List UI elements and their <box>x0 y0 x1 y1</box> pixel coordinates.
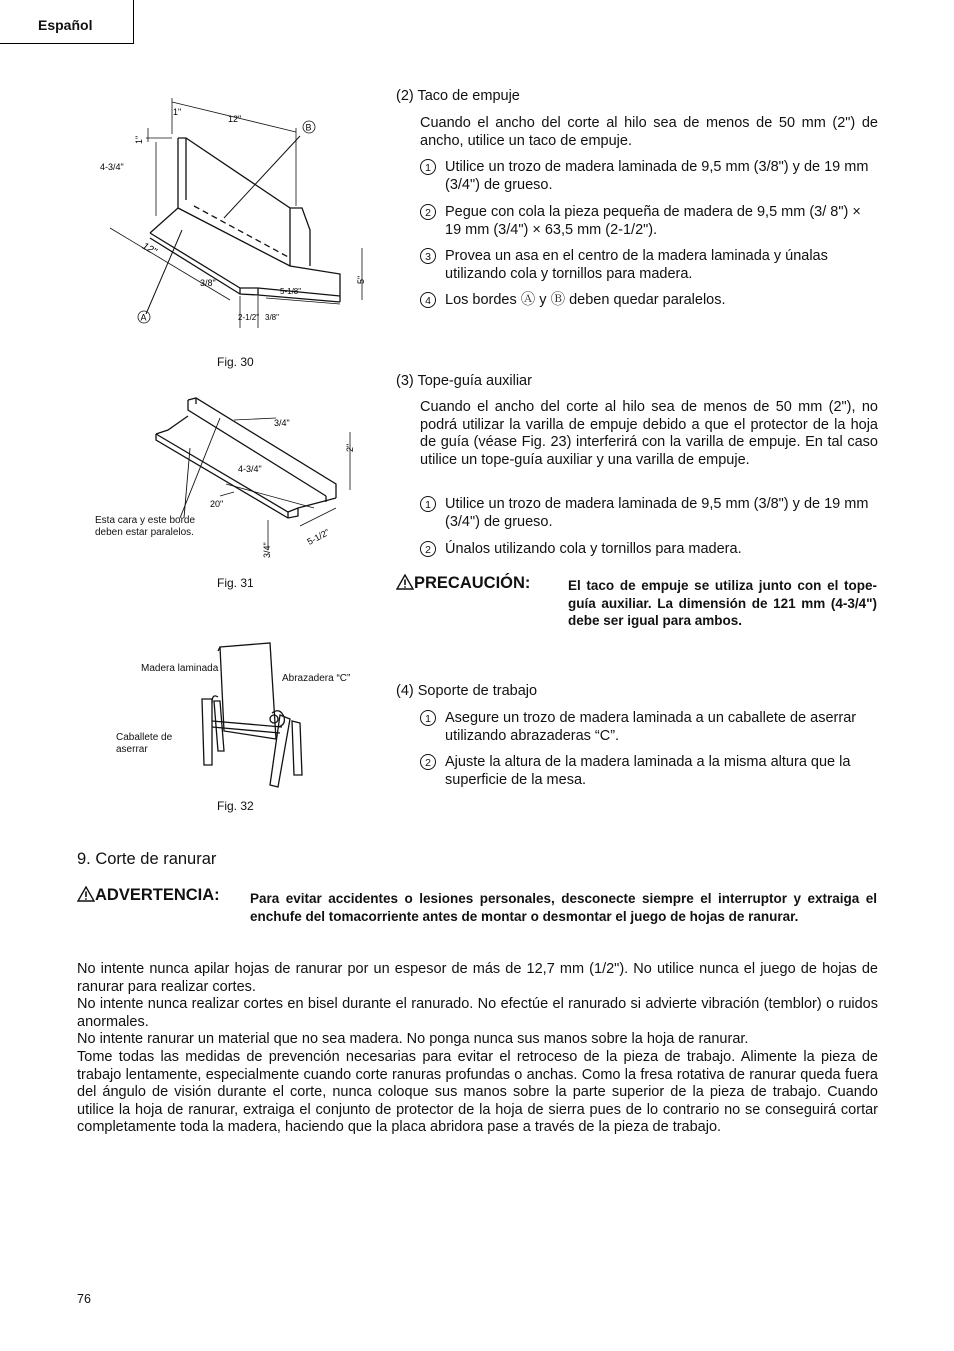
dado-paragraph: No intente ranurar un material que no sea madera. No ponga nunca sus manos sobre la hoja de ranurar. <box>77 1031 749 1048</box>
fig30-dim-12: 12" <box>140 240 159 258</box>
fig31-caption: Fig. 31 <box>217 576 254 590</box>
fig30-push-block-drawing <box>90 88 380 338</box>
aux-fence-step-1: 1 Utilice un trozo de madera laminada de 9,5 mm (3/8") y de 19 mm (3/4") de grueso. <box>420 496 878 531</box>
fig30-dim-5-1-8: 5-1/8" <box>280 287 302 296</box>
step-number: 1 <box>420 710 436 726</box>
dado-paragraph: No intente nunca realizar cortes en bisel durante el ranurado. No efectúe el ranurado si advierte vibración (temblor) o ruidos anormales. <box>77 996 878 1030</box>
step-number: 2 <box>420 754 436 770</box>
dado-paragraph: No intente nunca apilar hojas de ranurar por un espesor de más de 12,7 mm (1/2"). No utilice nunca el juego de hojas de ranurar para realizar cortes. <box>77 961 878 995</box>
dado-paragraph: Tome todas las medidas de prevención necesarias para evitar el retroceso de la pieza de trabajo. Alimente la pieza de trabajo lentamente, especialmente cuando corte ranuras profundas o anchas. Como la fresa rotativa de ranurar queda fuera del ángulo de visión durante el corte, nunca coloque sus manos sobre la parte superior de la pieza de trabajo. Cuando utilice la hoja de ranurar, extraiga el conjunto de protector de la hoja de sierra pues de lo contrario no se conseguirá cortar completamente toda la madera, haciendo que la placa abridora pase a través de la pieza de trabajo. <box>77 1048 878 1136</box>
step-number: 4 <box>420 292 436 308</box>
step-number: 1 <box>420 496 436 512</box>
warning-triangle-icon <box>396 574 414 590</box>
work-support-step-1: 1 Asegure un trozo de madera laminada a un caballete de aserrar utilizando abrazaderas “C”. <box>420 710 878 745</box>
step-number: 2 <box>420 204 436 220</box>
push-block-step-2: 2 Pegue con cola la pieza pequeña de madera de 9,5 mm (3/ 8") × 19 mm (3/4") × 63,5 mm (2-1/2"). <box>420 204 878 239</box>
fig30-edge-a-label: A <box>140 312 147 323</box>
fig30-dim-side-1: 1" <box>134 135 144 144</box>
warning-text: Para evitar accidentes o lesiones personales, desconecte siempre el interruptor y extraiga el enchufe del tomacorriente antes de montar o desmontar el juego de hojas de ranurar. <box>250 891 877 924</box>
step-number: 2 <box>420 541 436 557</box>
fig30-dim-2-1-2: 2-1/2" <box>238 313 260 322</box>
fig30-dim-3-8-a: 3/8" <box>200 278 216 288</box>
fig31-dim-3-4-top: 3/4" <box>274 418 290 428</box>
fig32-caption: Fig. 32 <box>217 799 254 813</box>
work-support-heading: (4) Soporte de trabajo <box>396 683 538 699</box>
dado-heading: 9. Corte de ranurar <box>77 850 217 868</box>
caution-block <box>396 574 530 593</box>
page-number: 76 <box>77 1292 91 1306</box>
warning-heading: ADVERTENCIA: <box>77 886 220 904</box>
fig30-edge-b-label: B <box>305 122 312 133</box>
caution-heading: PRECAUCIÓN: <box>396 574 530 592</box>
fig31-dim-4-3-4: 4-3/4" <box>238 464 262 474</box>
step-number: 1 <box>420 159 436 175</box>
warning-block <box>77 886 220 905</box>
dado-paragraphs <box>77 961 878 1137</box>
language-tab <box>0 0 134 44</box>
fig31-dim-3-4-side: 3/4" <box>262 542 272 558</box>
fig31-dim-20: 20" <box>210 499 224 509</box>
fig30-dim-5: 5" <box>356 275 366 284</box>
push-block-heading: (2) Taco de empuje <box>396 88 520 104</box>
aux-fence-intro: Cuando el ancho del corte al hilo sea de menos de 50 mm (2"), no podrá utilizar la varilla de empuje debido a que el protector de la hoja de guía (véase Fig. 23) interferirá con la varilla de empuje. En tal caso utilice un tope-guía auxiliar y una varilla de empuje. <box>420 399 878 468</box>
push-block-step-3: 3 Provea un asa en el centro de la madera laminada y únalas utilizando cola y tornillos para madera. <box>420 248 878 283</box>
fig30-caption: Fig. 30 <box>217 355 254 369</box>
fig30-dim-top-1: 1" <box>173 107 182 117</box>
fig30-dim-4-3-4: 4-3/4" <box>100 162 124 172</box>
aux-fence-heading: (3) Tope-guía auxiliar <box>396 373 532 389</box>
fig30-dim-3-8-b: 3/8" <box>265 313 279 322</box>
step-number: 3 <box>420 248 436 264</box>
fig32-label-sawhorse: Caballete de aserrar <box>116 732 173 755</box>
fig30-dim-top-12: 12" <box>228 114 242 124</box>
fig31-dim-2: 2" <box>345 443 355 452</box>
fig31-aux-fence-drawing <box>150 390 370 570</box>
fig32-work-support-drawing <box>190 635 310 795</box>
push-block-intro: Cuando el ancho del corte al hilo sea de menos de 50 mm (2") de ancho, utilice un taco de empuje. <box>420 115 878 149</box>
language-label: Español <box>38 17 93 33</box>
fig32-label-clamp: Abrazadera “C” <box>282 673 351 684</box>
fig32-label-plywood: Madera laminada <box>141 663 219 674</box>
push-block-step-4: 4 Los bordes Ⓐ y Ⓑ deben quedar paralelos. <box>420 292 878 310</box>
aux-fence-step-2: 2 Únalos utilizando cola y tornillos para madera. <box>420 541 878 559</box>
warning-triangle-icon <box>77 886 95 902</box>
caution-text: El taco de empuje se utiliza junto con el tope-guía auxiliar. La dimensión de 121 mm (4-3/4") debe ser igual para ambos. <box>568 578 877 628</box>
fig31-dim-5-1-2: 5-1/2" <box>305 526 332 547</box>
push-block-step-1: 1 Utilice un trozo de madera laminada de 9,5 mm (3/8") y de 19 mm (3/4") de grueso. <box>420 159 878 194</box>
work-support-step-2: 2 Ajuste la altura de la madera laminada a la misma altura que la superficie de la mesa. <box>420 754 878 789</box>
fig31-parallel-note: Esta cara y este borde deben estar paralelos. <box>95 515 196 538</box>
